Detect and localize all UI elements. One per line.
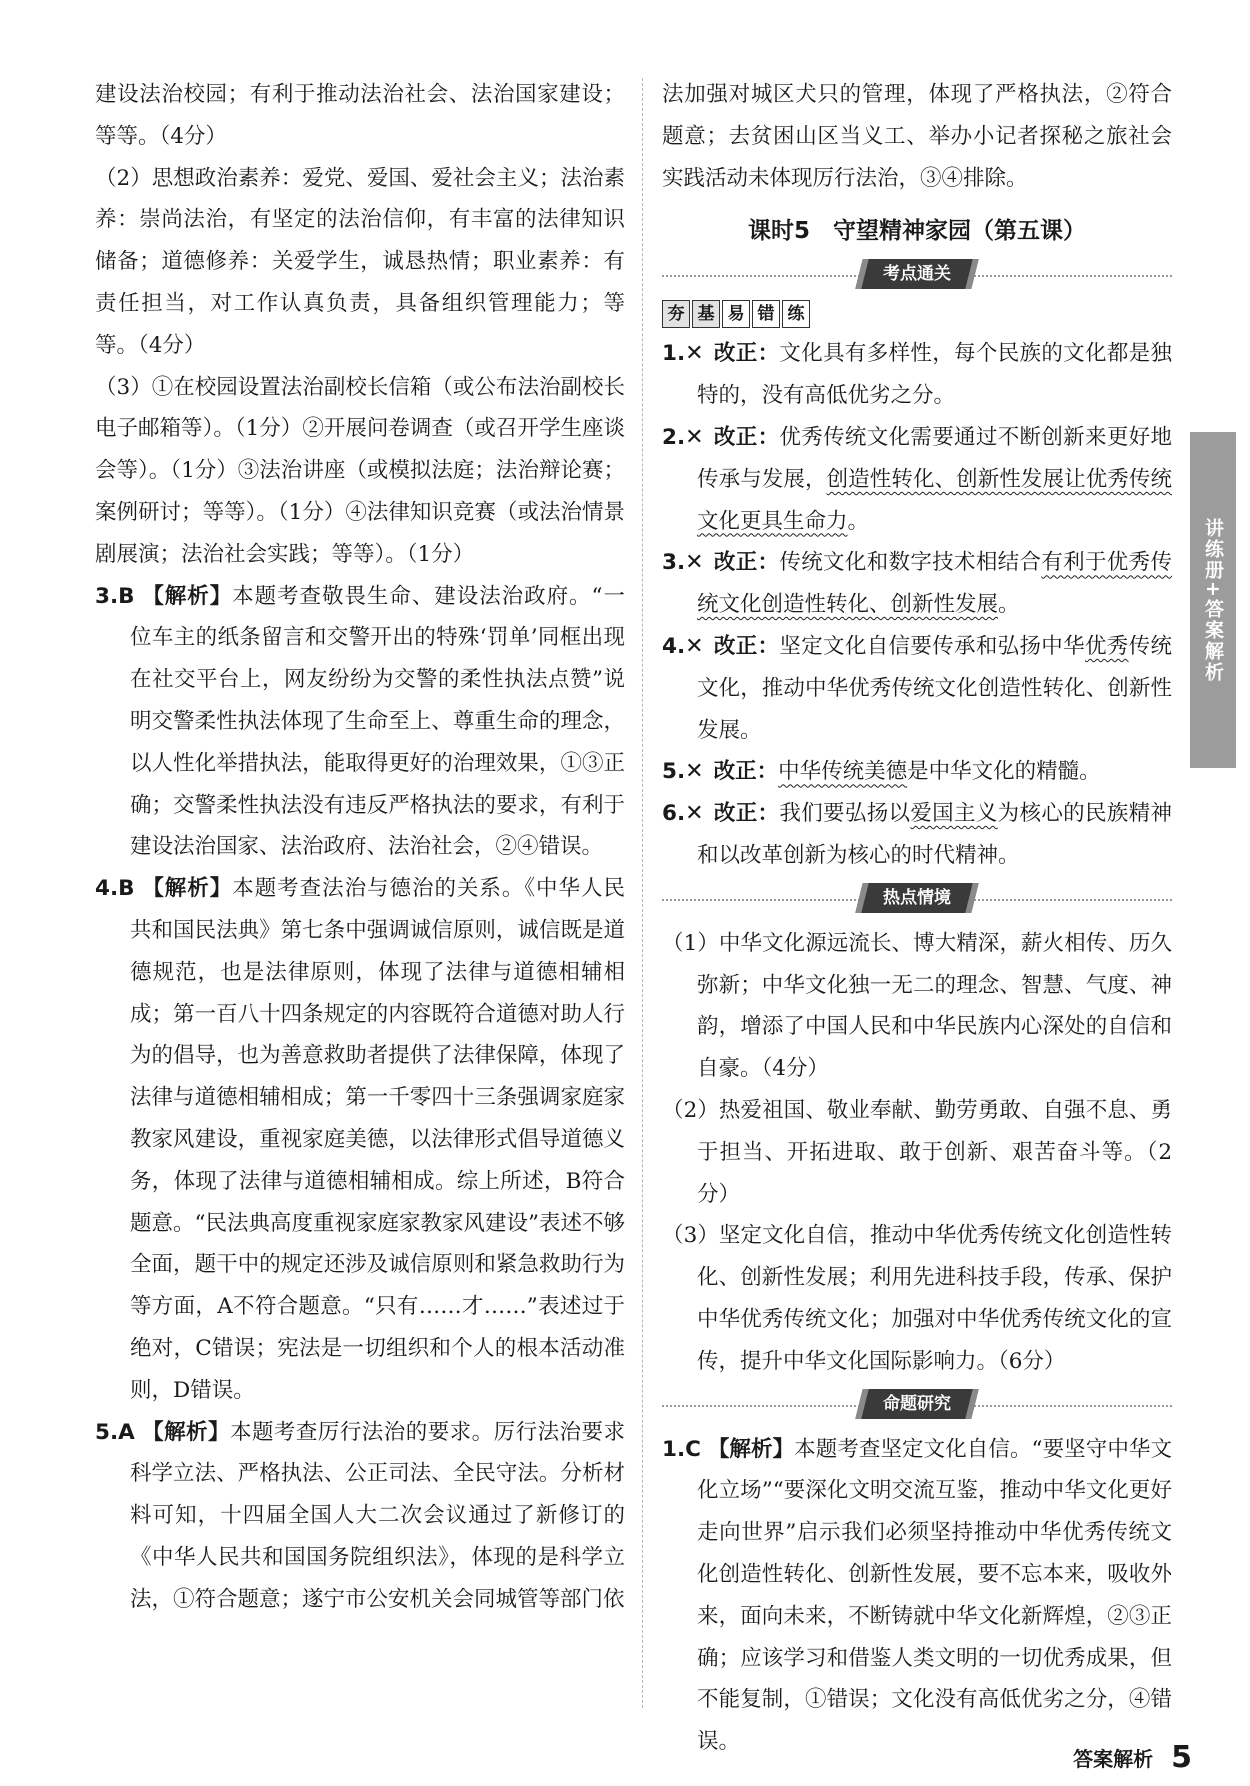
correction-item: 6.✕ 改正：我们要弘扬以爱国主义为核心的民族精神和以改革创新为核心的时代精神。 [662, 801, 1172, 868]
correction-item: 2.✕ 改正：优秀传统文化需要通过不断创新来更好地传承与发展，创造性转化、创新性发展让优秀传统文化更具生命力。 [662, 424, 1172, 534]
answer-number: 1.C [662, 1436, 701, 1462]
answer-q5 [95, 1412, 625, 1621]
correction-item: 3.✕ 改正：传统文化和数字技术相结合有利于优秀传统文化创造性转化、创新性发展。 [662, 550, 1172, 618]
answer-q4 [95, 868, 625, 1411]
q2-part-2: （2）思想政治素养：爱党、爱国、爱社会主义；法治素养：崇尚法治，有坚定的法治信仰，有丰富的法律知识储备；道德修养：关爱学生，诚恳热情；职业素养：有责任担当，对工作认真负责，具备组织管理能力；等等。（4分） [95, 165, 625, 358]
answer-number: 5.A [95, 1419, 135, 1445]
section-banner-redian [662, 881, 1172, 915]
q2-continuation: 建设法治校园；有利于推动法治社会、法治国家建设；等等。（4分） [95, 82, 625, 149]
answer-number: 3.B [95, 583, 135, 609]
answer-text: 本题考查敬畏生命、建设法治政府。“一位车主的纸条留言和交警开出的特殊‘罚单’同框出现在社交平台上，网友纷纷为交警的柔性执法点赞”说明交警柔性执法体现了生命至上、尊重生命的理念，以人性化举措执法，能取得更好的治理效果，①③正确；交警柔性执法没有违反严格执法的要求，有利于建设法治国家、法治政府、法治社会，②④错误。 [130, 583, 625, 860]
cross-icon: ✕ [685, 633, 704, 659]
box-char: 易 [722, 300, 750, 328]
banner-tag: 命题研究 [855, 1389, 978, 1419]
column-divider [642, 78, 643, 1708]
box-char: 夯 [662, 300, 690, 328]
hot-answer-2: （2）热爱祖国、敬业奉献、勤劳勇敢、自强不息、勇于担当、开拓进取、敢于创新、艰苦奋斗等。（2分） [662, 1097, 1172, 1207]
left-column [95, 74, 625, 1620]
analysis-tag: 【解析】 [142, 583, 233, 609]
footer-label: 答案解析 [1073, 1747, 1154, 1771]
hot-answer-1: （1）中华文化源远流长、博大精深，薪火相传、历久弥新；中华文化独一无二的理念、智慧、气度、神韵，增添了中国人民和中华民族内心深处的自信和自豪。（4分） [662, 930, 1172, 1082]
box-char: 错 [752, 300, 780, 328]
answer-number: 4.B [95, 876, 135, 902]
box-char: 基 [692, 300, 720, 328]
correction-item: 1.✕ 改正：文化具有多样性，每个民族的文化都是独特的，没有高低优劣之分。 [662, 341, 1172, 409]
correction-item: 4.✕ 改正：坚定文化自信要传承和弘扬中华优秀传统文化，推动中华优秀传统文化创造性转化、创新性发展。 [662, 633, 1172, 743]
right-column [662, 74, 1172, 1763]
answer-q3 [95, 576, 625, 869]
cross-icon: ✕ [685, 759, 704, 785]
answer-text: 本题考查厉行法治的要求。厉行法治要求科学立法、严格执法、公正司法、全民守法。分析材料可知，十四届全国人大二次会议通过了新修订的《中华人民共和国国务院组织法》，体现的是科学立法，①符合题意；遂宁市公安机关会同城管等部门依 [130, 1419, 625, 1612]
page-number: 5 [1171, 1740, 1192, 1775]
cross-icon: ✕ [685, 801, 704, 827]
lesson-title: 课时5 守望精神家园（第五课） [747, 218, 1086, 245]
practice-type-boxes [662, 299, 1172, 329]
research-answer-1 [662, 1429, 1172, 1763]
q5-continuation: 法加强对城区犬只的管理，体现了严格执法，②符合题意；去贫困山区当义工、举办小记者探秘之旅社会实践活动未体现厉行法治，③④排除。 [662, 82, 1172, 191]
banner-tag: 热点情境 [855, 883, 978, 913]
cross-icon: ✕ [685, 424, 704, 450]
analysis-tag: 【解析】 [707, 1436, 795, 1462]
answer-text: 本题考查坚定文化自信。“要坚守中华文化立场”“要深化文明交流互鉴，推动中华文化更好走向世界”启示我们必须坚持推动中华优秀传统文化创造性转化、创新性发展，要不忘本来，吸收外来，面向未来，不断铸就中华文化新辉煌，②③正确；应该学习和借鉴人类文明的一切优秀成果，但不能复制，①错误；文化没有高低优劣之分，④错误。 [697, 1436, 1172, 1755]
analysis-tag: 【解析】 [142, 876, 233, 902]
cross-icon: ✕ [685, 550, 704, 576]
side-section-tab: 讲练册+答案解析 [1190, 432, 1236, 768]
q2-part-3: （3）①在校园设置法治副校长信箱（或公布法治副校长电子邮箱等）。（1分）②开展问卷调查（或召开学生座谈会等）。（1分）③法治讲座（或模拟法庭；法治辩论赛；案例研讨；等等）。（1分）④法律知识竞赛（或法治情景剧展演；法治社会实践；等等）。（1分） [95, 374, 625, 567]
section-banner-mingti [662, 1387, 1172, 1421]
hot-answer-3: （3）坚定文化自信，推动中华优秀传统文化创造性转化、创新性发展；利用先进科技手段，传承、保护中华优秀传统文化；加强对中华优秀传统文化的宣传，提升中华文化国际影响力。（6分） [662, 1223, 1172, 1374]
page-footer [1073, 1740, 1192, 1775]
section-banner-kaodian [662, 257, 1172, 291]
answer-text: 本题考查法治与德治的关系。《中华人民共和国民法典》第七条中强调诚信原则，诚信既是道德规范，也是法律原则，体现了法律与道德相辅相成；第一百八十四条规定的内容既符合道德对助人行为的倡导，也为善意救助者提供了法律保障，体现了法律与道德相辅相成；第一千零四十三条强调家庭家教家风建设，重视家庭美德，以法律形式倡导道德义务，体现了法律与道德相辅相成。综上所述，B符合题意。“民法典高度重视家庭家教家风建设”表述不够全面，题干中的规定还涉及诚信原则和紧急救助行为等方面，A不符合题意。“只有……才……”表述过于绝对，C错误；宪法是一切组织和个人的根本活动准则，D错误。 [130, 876, 625, 1403]
correction-item: 5.✕ 改正：中华传统美德是中华文化的精髓。 [662, 759, 1101, 785]
box-char: 练 [782, 300, 810, 328]
banner-tag: 考点通关 [855, 259, 978, 289]
cross-icon: ✕ [685, 341, 704, 367]
analysis-tag: 【解析】 [142, 1419, 230, 1445]
